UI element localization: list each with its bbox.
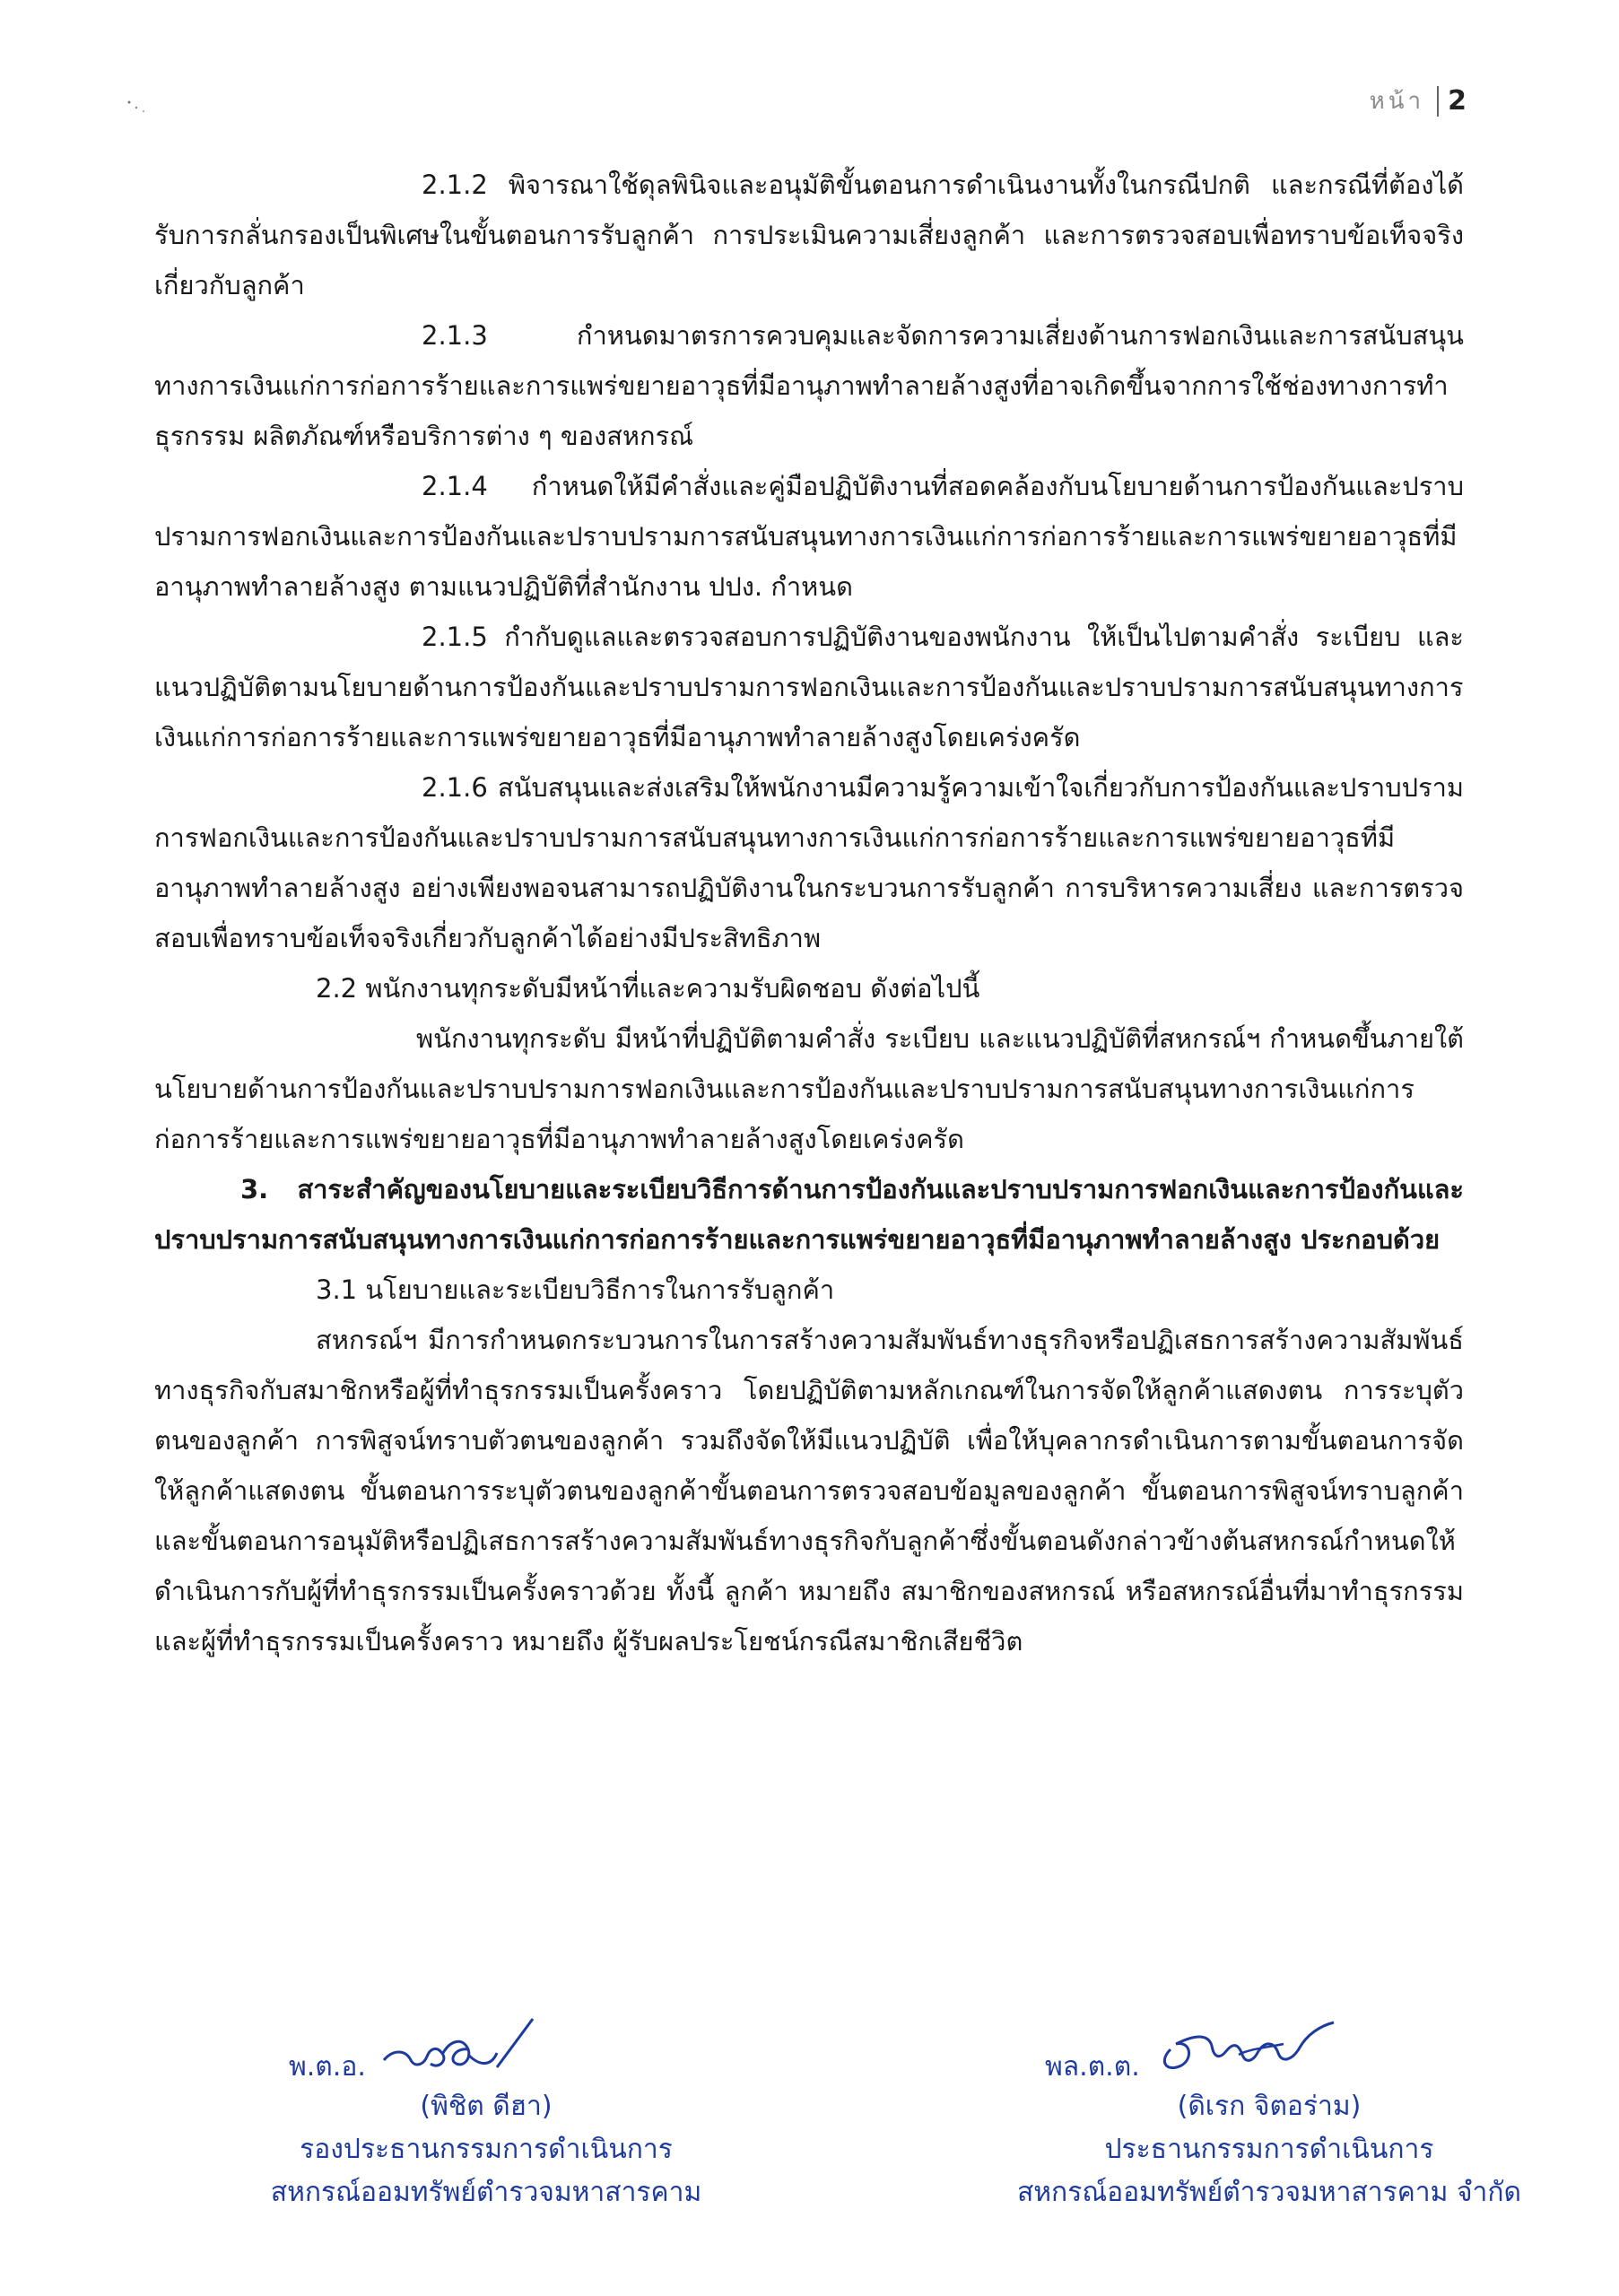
paragraph-2-2-body: พนักงานทุกระดับ มีหน้าที่ปฏิบัติตามคำสั่ง ระเบียบ และแนวปฏิบัติที่สหกรณ์ฯ กำหนดขึ้นภายใต้นโยบายด้านการป้องกันและปราบปรามการฟอกเงินและการป้องกันและปราบปรามการสนับสนุนทางการเงินแก่การก่อการร้ายและการแพร่ขยายอาวุธที่มีอานุภาพทำลายล้างสูงโดยเคร่งครัด xyxy=(154,1023,1464,1154)
paragraph-2-1-4: 2.1.4 กำหนดให้มีคำสั่งและคู่มือปฏิบัติงานที่สอดคล้องกับนโยบายด้านการป้องกันและปราบปรามการฟอกเงินและการป้องกันและปราบปรามการสนับสนุนทางการเงินแก่การก่อการร้ายและการแพร่ขยายอาวุธที่มีอานุภาพทำลายล้างสูง ตามแนวปฏิบัติที่สำนักงาน ปปง. กำหนด xyxy=(154,471,1464,602)
signature-rank-left: พ.ต.อ. xyxy=(289,2051,366,2083)
paragraph-2-1-6: 2.1.6 สนับสนุนและส่งเสริมให้พนักงานมีความรู้ความเข้าใจเกี่ยวกับการป้องกันและปราบปรามการฟอกเงินและการป้องกันและปราบปรามการสนับสนุนทางการเงินแก่การก่อการร้ายและการแพร่ขยายอาวุธที่มีอานุภาพทำลายล้างสูง อย่างเพียงพอจนสามารถปฏิบัติงานในกระบวนการรับลูกค้า การบริหารความเสี่ยง และการตรวจสอบเพื่อทราบข้อเท็จจริงเกี่ยวกับลูกค้าได้อย่างมีประสิทธิภาพ xyxy=(154,772,1464,953)
paragraph-2-1-2: 2.1.2 พิจารณาใช้ดุลพินิจและอนุมัติขั้นตอนการดำเนินงานทั้งในกรณีปกติ และกรณีที่ต้องได้รับการกลั่นกรองเป็นพิเศษในขั้นตอนการรับลูกค้า การประเมินความเสี่ยงลูกค้า และการตรวจสอบเพื่อทราบข้อเท็จจริงเกี่ยวกับลูกค้า xyxy=(154,170,1464,300)
signature-name-right: (ดิเรก จิตอร่าม) xyxy=(1177,2091,1362,2122)
page-label: หน้า xyxy=(1369,88,1425,115)
document-body xyxy=(154,160,1464,1666)
signature-title-right: ประธานกรรมการดำเนินการ xyxy=(1104,2134,1434,2165)
heading-2-2: 2.2 พนักงานทุกระดับมีหน้าที่และความรับผิดชอบ ดังต่อไปนี้ xyxy=(316,973,980,1004)
signature-block-right xyxy=(991,2013,1547,2214)
signature-rank-line-left xyxy=(235,2013,737,2085)
page-header xyxy=(1370,83,1467,119)
signature-org-right: สหกรณ์ออมทรัพย์ตำรวจมหาสารคาม จำกัด xyxy=(1016,2177,1522,2208)
signature-rank-line-right xyxy=(991,2013,1547,2085)
heading-section-3: 3. สาระสำคัญของนโยบายและระเบียบวิธีการด้านการป้องกันและปราบปรามการฟอกเงินและการป้องกันและปราบปรามการสนับสนุนทางการเงินแก่การก่อการร้ายและการแพร่ขยายอาวุธที่มีอานุภาพทำลายล้างสูง ประกอบด้วย xyxy=(154,1174,1464,1255)
scan-speck-mark xyxy=(126,90,161,117)
page-number: 2 xyxy=(1448,85,1467,117)
paragraph-3-1-body: สหกรณ์ฯ มีการกำหนดกระบวนการในการสร้างความสัมพันธ์ทางธุรกิจหรือปฏิเสธการสร้างความสัมพันธ์ทางธุรกิจกับสมาชิกหรือผู้ที่ทำธุรกรรมเป็นครั้งคราว โดยปฏิบัติตามหลักเกณฑ์ในการจัดให้ลูกค้าแสดงตน การระบุตัวตนของลูกค้า การพิสูจน์ทราบตัวตนของลูกค้า รวมถึงจัดให้มีแนวปฏิบัติ เพื่อให้บุคลากรดำเนินการตามขั้นตอนการจัดให้ลูกค้าแสดงตน ขั้นตอนการระบุตัวตนของลูกค้าขั้นตอนการตรวจสอบข้อมูลของลูกค้า ขั้นตอนการพิสูจน์ทราบลูกค้า และขั้นตอนการอนุมัติหรือปฏิเสธการสร้างความสัมพันธ์ทางธุรกิจกับลูกค้าซึ่งขั้นตอนดังกล่าวข้างต้นสหกรณ์กำหนดให้ดำเนินการกับผู้ที่ทำธุรกรรมเป็นครั้งคราวด้วย ทั้งนี้ ลูกค้า หมายถึง สมาชิกของสหกรณ์ หรือสหกรณ์อื่นที่มาทำธุรกรรม และผู้ที่ทำธุรกรรมเป็นครั้งคราว หมายถึง ผู้รับผลประโยชน์กรณีสมาชิกเสียชีวิต xyxy=(154,1325,1464,1657)
handwritten-signature-right xyxy=(1149,2013,1346,2085)
paragraph-2-1-3: 2.1.3 กำหนดมาตรการควบคุมและจัดการความเสี่ยงด้านการฟอกเงินและการสนับสนุนทางการเงินแก่การก่อการร้ายและการแพร่ขยายอาวุธที่มีอานุภาพทำลายล้างสูงที่อาจเกิดขึ้นจากการใช้ช่องทางการทำธุรกรรม ผลิตภัณฑ์หรือบริการต่าง ๆ ของสหกรณ์ xyxy=(154,320,1464,451)
signature-block-left xyxy=(235,2013,737,2214)
signature-title-left: รองประธานกรรมการดำเนินการ xyxy=(300,2134,673,2165)
signature-name-left: (พิชิต ดีฮา) xyxy=(420,2091,553,2122)
page-header-divider xyxy=(1437,86,1439,117)
signature-org-left: สหกรณ์ออมทรัพย์ตำรวจมหาสารคาม xyxy=(270,2177,702,2208)
handwritten-signature-left xyxy=(375,2013,554,2085)
paragraph-2-1-5: 2.1.5 กำกับดูแลและตรวจสอบการปฏิบัติงานของพนักงาน ให้เป็นไปตามคำสั่ง ระเบียบ และแนวปฏิบัติตามนโยบายด้านการป้องกันและปราบปรามการฟอกเงินและการป้องกันและปราบปรามการสนับสนุนทางการเงินแก่การก่อการร้ายและการแพร่ขยายอาวุธที่มีอานุภาพทำลายล้างสูงโดยเคร่งครัด xyxy=(154,622,1464,752)
heading-3-1: 3.1 นโยบายและระเบียบวิธีการในการรับลูกค้า xyxy=(316,1274,835,1305)
signature-rank-right: พล.ต.ต. xyxy=(1045,2051,1140,2083)
